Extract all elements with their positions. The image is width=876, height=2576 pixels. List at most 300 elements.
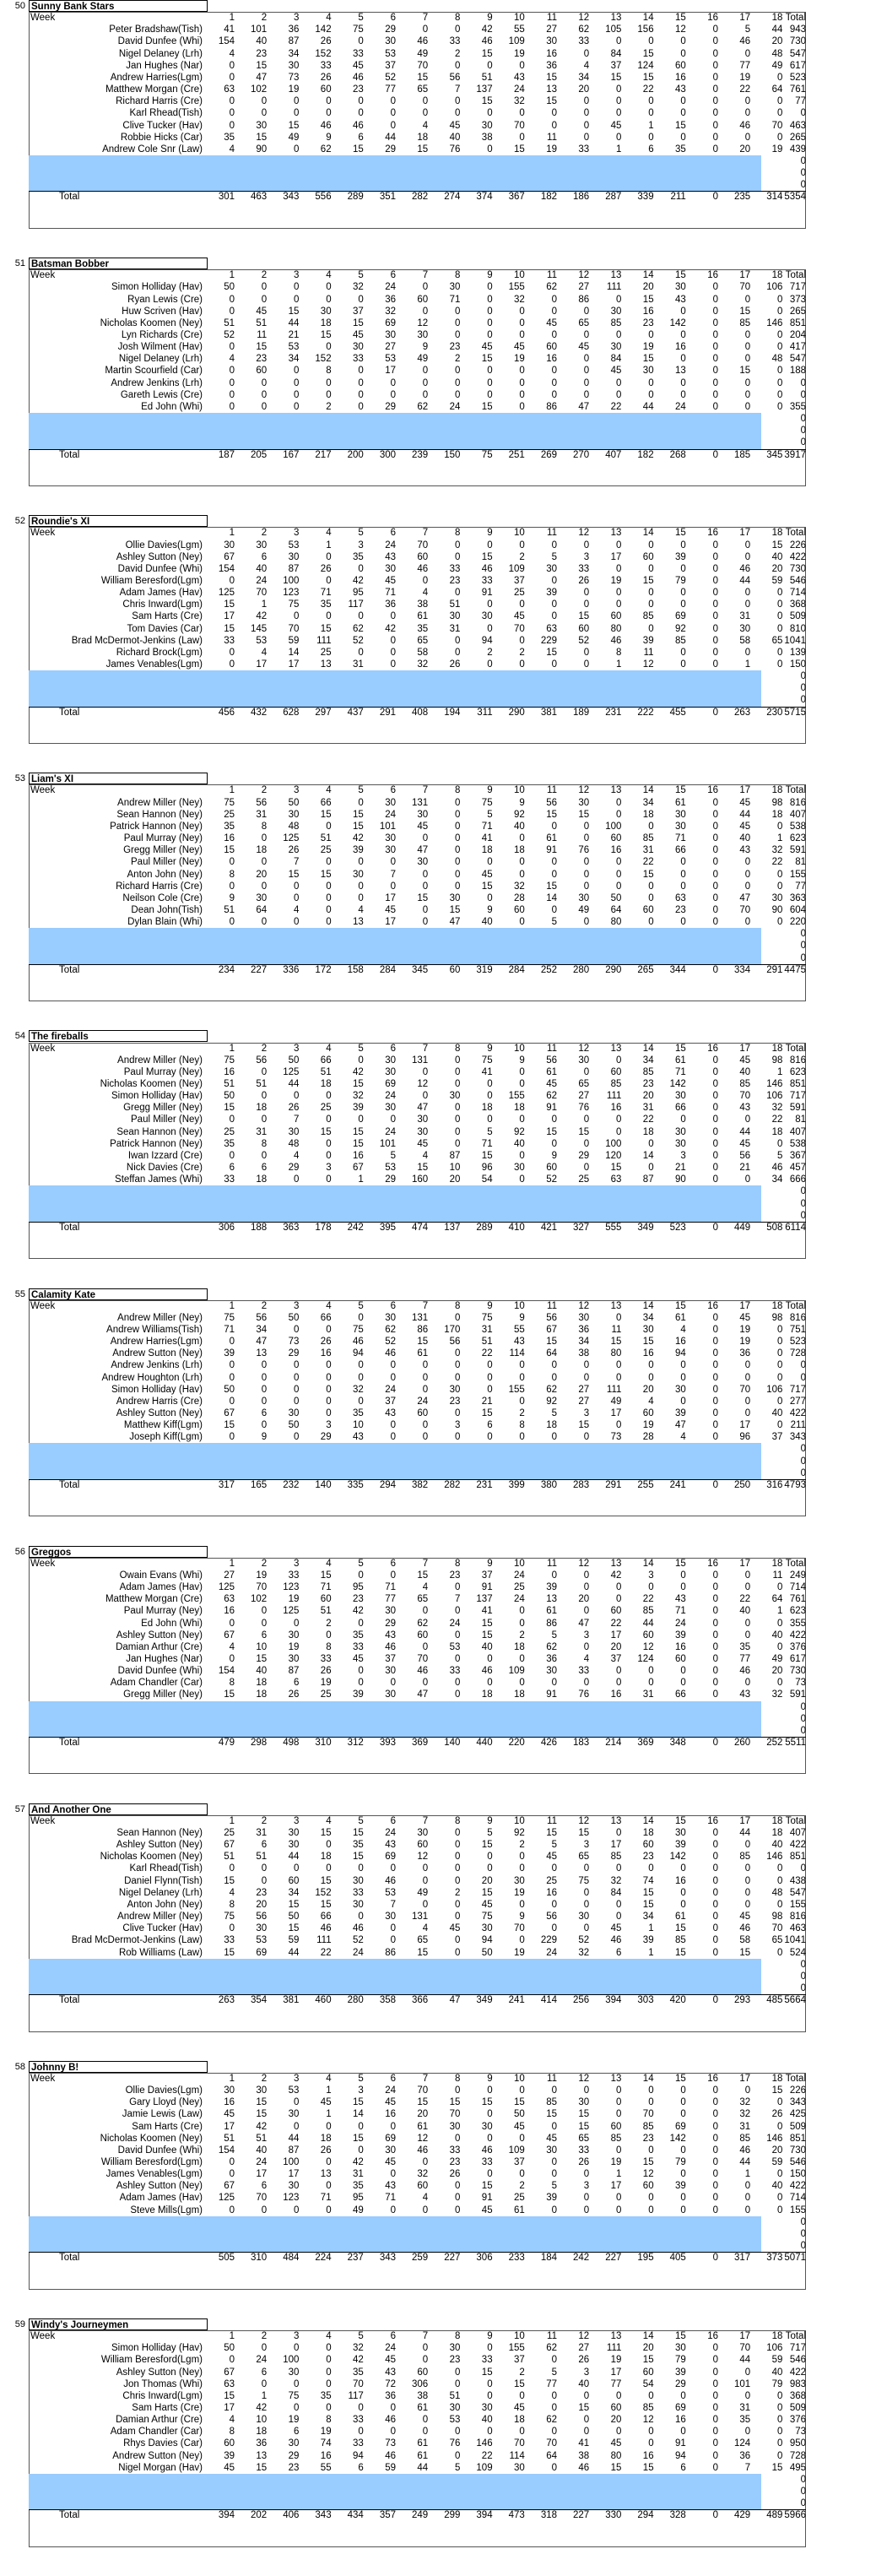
score-cell: 87 (449, 1150, 461, 1161)
score-cell: 0 (712, 2205, 718, 2215)
score-cell: 30 (610, 306, 622, 317)
score-cell: 0 (454, 1103, 461, 1114)
player-total: 816 (789, 797, 806, 808)
score-cell: 0 (229, 1432, 235, 1443)
score-cell: 0 (229, 1653, 235, 1664)
score-cell: 1 (261, 599, 268, 610)
score-cell: 146 (476, 2438, 493, 2449)
score-cell: 52 (353, 1935, 364, 1946)
score-cell: 0 (712, 48, 718, 59)
score-cell: 67 (224, 1840, 235, 1851)
score-cell: 0 (487, 1432, 493, 1443)
score-cell: 15 (546, 1126, 557, 1137)
score-cell: 0 (712, 2415, 718, 2426)
blank-row-total: 0 (800, 941, 806, 952)
score-cell: 22 (481, 1348, 493, 1359)
week-header: 14 (642, 2073, 654, 2084)
week-header: 9 (487, 2073, 493, 2084)
score-cell: 19 (514, 1947, 525, 1958)
score-cell: 0 (615, 2097, 622, 2108)
week-total: 348 (669, 1738, 686, 1748)
score-cell: 5 (390, 1150, 396, 1161)
week-header: 7 (422, 13, 429, 24)
score-cell: 20 (642, 1091, 654, 1102)
score-cell: 42 (353, 2355, 364, 2366)
player-name: Damian Arthur (Cre) (116, 1641, 203, 1652)
week-total: 158 (347, 964, 364, 975)
score-cell: 85 (642, 833, 654, 844)
score-cell: 0 (358, 1312, 364, 1323)
score-cell: 31 (739, 2121, 751, 2132)
blank-rows-highlight (29, 928, 761, 964)
score-cell: 43 (675, 294, 686, 305)
player-total: 547 (789, 48, 806, 59)
score-cell: 0 (326, 282, 332, 293)
score-cell: 45 (385, 575, 396, 586)
score-cell: 0 (519, 2085, 525, 2096)
score-cell: 0 (648, 2427, 654, 2438)
score-cell: 15 (675, 1947, 686, 1958)
score-cell: 52 (546, 1174, 557, 1185)
score-cell: 70 (417, 60, 429, 71)
score-cell: 66 (320, 1312, 332, 1323)
week-header: 10 (514, 785, 525, 796)
week-header: 12 (578, 2073, 590, 2084)
score-cell: 0 (776, 1360, 783, 1371)
score-cell: 0 (229, 2157, 235, 2167)
score-cell: 33 (578, 1666, 590, 1677)
score-cell: 30 (385, 330, 396, 340)
score-cell: 31 (739, 611, 751, 622)
score-cell: 15 (481, 1630, 493, 1641)
score-cell: 0 (776, 132, 783, 143)
score-cell: 0 (680, 659, 686, 670)
week-header: 3 (293, 13, 300, 24)
score-cell: 0 (776, 377, 783, 388)
score-cell: 15 (546, 881, 557, 892)
score-cell: 0 (293, 2402, 300, 2413)
score-cell: 0 (583, 1678, 590, 1689)
week-header: 17 (739, 13, 751, 24)
score-cell: 106 (766, 1091, 783, 1102)
score-cell: 43 (739, 1689, 751, 1700)
score-cell: 15 (546, 647, 557, 658)
score-cell: 20 (642, 1384, 654, 1395)
week-header: 15 (675, 528, 686, 539)
week-header: 15 (675, 2073, 686, 2084)
score-cell: 5 (487, 1828, 493, 1838)
score-cell: 0 (680, 1114, 686, 1125)
score-cell: 0 (229, 2205, 235, 2215)
score-cell: 0 (422, 881, 429, 892)
score-cell: 40 (481, 917, 493, 928)
player-total: 355 (789, 1618, 806, 1629)
score-cell: 49 (771, 1653, 783, 1664)
player-total: 717 (789, 282, 806, 293)
score-cell: 0 (551, 2402, 557, 2413)
score-cell: 111 (316, 635, 332, 646)
week-label: Week (30, 2331, 56, 2342)
score-cell: 71 (449, 294, 461, 305)
score-cell: 22 (739, 1594, 751, 1605)
score-cell: 35 (320, 599, 332, 610)
score-cell: 15 (771, 540, 783, 550)
total-header: Total (785, 1043, 806, 1054)
score-cell: 0 (261, 1606, 268, 1617)
score-cell: 25 (514, 1582, 525, 1593)
score-cell: 8 (229, 869, 235, 880)
score-cell: 0 (744, 330, 751, 340)
score-cell: 152 (315, 48, 332, 59)
week-header: 2 (261, 528, 268, 539)
score-cell: 8 (261, 821, 268, 832)
player-total: 249 (789, 1570, 806, 1581)
score-cell: 18 (771, 1126, 783, 1137)
score-cell: 44 (385, 132, 396, 143)
score-cell: 30 (675, 1828, 686, 1838)
score-cell: 146 (766, 1852, 783, 1863)
score-cell: 37 (481, 1570, 493, 1581)
score-cell: 62 (546, 1091, 557, 1102)
score-cell: 4 (422, 1150, 429, 1161)
score-cell: 0 (422, 306, 429, 317)
week-total: 437 (347, 707, 364, 718)
score-cell: 0 (776, 330, 783, 340)
score-cell: 5 (551, 917, 557, 928)
score-cell: 15 (320, 1126, 332, 1137)
score-cell: 109 (508, 1666, 525, 1677)
score-cell: 24 (385, 2343, 396, 2354)
score-cell: 0 (583, 2085, 590, 2096)
score-cell: 0 (326, 2367, 332, 2378)
score-cell: 44 (288, 1852, 300, 1863)
week-total: 394 (605, 1995, 622, 2006)
player-name: Nicholas Koomen (Ney) (100, 1079, 203, 1089)
score-cell: 6 (293, 1678, 300, 1689)
score-cell: 0 (615, 2390, 622, 2401)
score-cell: 0 (615, 108, 622, 119)
player-name: Ed John (Whi) (141, 401, 203, 412)
score-cell: 0 (776, 599, 783, 610)
score-cell: 0 (648, 917, 654, 928)
week-total: 194 (444, 707, 461, 718)
score-cell: 0 (615, 1312, 622, 1323)
score-cell: 0 (680, 1678, 686, 1689)
score-cell: 30 (224, 540, 235, 550)
score-cell: 18 (256, 1678, 268, 1689)
score-cell: 20 (417, 2109, 429, 2120)
score-cell: 15 (481, 96, 493, 107)
player-name: Andrew Harries(Lgm) (110, 72, 203, 83)
score-cell: 0 (615, 1828, 622, 1838)
score-cell: 1 (261, 2390, 268, 2401)
score-cell: 9 (422, 342, 429, 353)
score-cell: 0 (454, 2367, 461, 2378)
score-cell: 0 (519, 1935, 525, 1946)
score-cell: 30 (417, 857, 429, 868)
score-cell: 0 (615, 2205, 622, 2215)
score-cell: 23 (449, 1570, 461, 1581)
score-cell: 0 (615, 2085, 622, 2096)
player-total: 422 (789, 2181, 806, 2192)
score-cell: 0 (583, 1899, 590, 1910)
score-cell: 33 (481, 2157, 493, 2167)
player-total: 81 (795, 1114, 806, 1125)
score-cell: 41 (481, 1066, 493, 1077)
score-cell: 75 (224, 797, 235, 808)
score-cell: 0 (487, 1852, 493, 1863)
score-cell: 23 (256, 354, 268, 365)
score-cell: 15 (481, 551, 493, 562)
score-cell: 0 (615, 1372, 622, 1383)
score-cell: 2 (454, 1887, 461, 1898)
score-cell: 70 (353, 2378, 364, 2389)
score-cell: 6 (487, 1420, 493, 1431)
score-cell: 0 (712, 84, 718, 95)
week-header: 13 (610, 13, 622, 24)
score-cell: 0 (454, 1360, 461, 1371)
score-cell: 0 (680, 354, 686, 365)
score-cell: 16 (675, 1641, 686, 1652)
score-cell: 60 (610, 2402, 622, 2413)
score-cell: 6 (261, 2181, 268, 2192)
player-total: 155 (789, 1899, 806, 1910)
score-cell: 0 (551, 1432, 557, 1443)
score-cell: 26 (449, 659, 461, 670)
score-cell: 59 (771, 2157, 783, 2167)
score-cell: 51 (256, 1079, 268, 1089)
player-total: 717 (789, 2343, 806, 2354)
week-header: 11 (547, 1815, 557, 1826)
score-cell: 17 (385, 366, 396, 377)
score-cell: 0 (519, 389, 525, 400)
week-total: 299 (444, 2510, 461, 2521)
score-cell: 0 (390, 96, 396, 107)
week-header: 16 (707, 13, 718, 24)
score-cell: 0 (422, 366, 429, 377)
score-cell: 94 (481, 635, 493, 646)
week-header: 6 (390, 1558, 396, 1569)
score-cell: 0 (358, 108, 364, 119)
week-total: 335 (347, 1479, 364, 1490)
score-cell: 61 (675, 797, 686, 808)
score-cell: 10 (256, 1641, 268, 1652)
score-cell: 40 (256, 563, 268, 574)
score-cell: 30 (449, 892, 461, 903)
score-cell: 39 (642, 635, 654, 646)
player-total: 730 (789, 1666, 806, 1677)
score-cell: 0 (422, 1875, 429, 1886)
score-cell: 22 (739, 84, 751, 95)
score-cell: 30 (578, 1912, 590, 1923)
score-cell: 45 (481, 1899, 493, 1910)
score-cell: 109 (508, 36, 525, 47)
score-cell: 102 (251, 1594, 268, 1605)
score-cell: 0 (326, 892, 332, 903)
week-total: 455 (669, 707, 686, 718)
score-cell: 20 (256, 1899, 268, 1910)
score-cell: 85 (610, 317, 622, 328)
score-cell: 0 (519, 1150, 525, 1161)
score-cell: 0 (712, 857, 718, 868)
score-cell: 0 (712, 72, 718, 83)
score-cell: 0 (776, 2193, 783, 2204)
score-cell: 0 (261, 108, 268, 119)
score-cell: 60 (610, 1606, 622, 1617)
score-cell: 76 (578, 845, 590, 856)
week-total: 330 (605, 2510, 622, 2521)
score-cell: 0 (615, 857, 622, 868)
total-label: Total (59, 192, 80, 203)
score-cell: 32 (514, 294, 525, 305)
player-total: 407 (789, 1126, 806, 1137)
score-cell: 0 (712, 1420, 718, 1431)
score-cell: 37 (771, 1432, 783, 1443)
score-cell: 0 (776, 2415, 783, 2426)
score-cell: 16 (610, 845, 622, 856)
score-cell: 0 (680, 2390, 686, 2401)
player-name: Andrew Miller (Ney) (117, 797, 203, 808)
score-cell: 19 (610, 575, 622, 586)
score-cell: 24 (385, 540, 396, 550)
score-cell: 0 (712, 611, 718, 622)
player-name: Nigel Delaney (Lrh) (118, 354, 203, 365)
score-cell: 46 (385, 1641, 396, 1652)
week-header: 1 (229, 528, 235, 539)
score-cell: 50 (224, 1091, 235, 1102)
score-cell: 96 (739, 1432, 751, 1443)
score-cell: 17 (739, 1420, 751, 1431)
score-cell: 34 (642, 797, 654, 808)
week-total: 291 (605, 1479, 622, 1490)
team-name: Liam's XI (29, 773, 208, 784)
score-cell: 29 (288, 2450, 300, 2461)
score-cell: 60 (288, 1875, 300, 1886)
week-header: 10 (514, 13, 525, 24)
week-header: 4 (326, 2073, 332, 2084)
score-cell: 19 (514, 1887, 525, 1898)
score-cell: 33 (320, 60, 332, 71)
score-cell: 0 (390, 881, 396, 892)
player-total: 0 (800, 1372, 806, 1383)
score-cell: 19 (514, 48, 525, 59)
score-cell: 0 (648, 1863, 654, 1874)
score-cell: 0 (326, 1091, 332, 1102)
score-cell: 0 (390, 1935, 396, 1946)
blank-row-total: 0 (800, 2216, 806, 2227)
week-header: 12 (578, 2331, 590, 2342)
score-cell: 0 (293, 1432, 300, 1443)
score-cell: 0 (358, 389, 364, 400)
score-cell: 60 (546, 1163, 557, 1174)
score-cell: 0 (261, 2205, 268, 2215)
player-total: 77 (795, 881, 806, 892)
score-cell: 70 (739, 904, 751, 915)
score-cell: 2 (454, 354, 461, 365)
score-cell: 15 (224, 1420, 235, 1431)
score-cell: 15 (578, 2402, 590, 2413)
player-name: David Dunfee (Whi) (117, 36, 203, 47)
score-cell: 0 (712, 1138, 718, 1149)
score-cell: 15 (481, 48, 493, 59)
score-cell: 33 (353, 2415, 364, 2426)
score-cell: 30 (578, 2097, 590, 2108)
player-total: 546 (789, 2355, 806, 2366)
week-header: 16 (707, 785, 718, 796)
score-cell: 40 (771, 2181, 783, 2192)
score-cell: 30 (578, 797, 590, 808)
score-cell: 0 (390, 2169, 396, 2180)
score-cell: 33 (224, 1174, 235, 1185)
score-cell: 0 (519, 1174, 525, 1185)
player-total: 547 (789, 354, 806, 365)
score-cell: 61 (417, 2450, 429, 2461)
total-label: Total (59, 2253, 80, 2264)
score-cell: 106 (766, 2343, 783, 2354)
score-cell: 0 (229, 1337, 235, 1348)
score-cell: 30 (449, 282, 461, 293)
score-cell: 0 (229, 1863, 235, 1874)
week-header: 11 (547, 1558, 557, 1569)
score-cell: 0 (519, 401, 525, 412)
score-cell: 3 (583, 2181, 590, 2192)
score-cell: 0 (776, 108, 783, 119)
score-cell: 30 (288, 1630, 300, 1641)
score-cell: 39 (675, 551, 686, 562)
week-total: 303 (637, 1995, 654, 2006)
player-name: Ashley Sutton (Ney) (116, 1408, 203, 1418)
score-cell: 0 (744, 1678, 751, 1689)
player-name: Adam Chandler (Car) (110, 2427, 203, 2438)
score-cell: 0 (583, 1372, 590, 1383)
score-cell: 39 (546, 588, 557, 599)
score-cell: 41 (224, 24, 235, 35)
score-cell: 40 (739, 833, 751, 844)
week-header: 18 (771, 1558, 783, 1569)
player-total: 77 (795, 96, 806, 107)
score-cell: 17 (610, 1408, 622, 1418)
score-cell: 60 (514, 904, 525, 915)
week-total: 426 (540, 1738, 557, 1748)
score-cell: 0 (712, 1641, 718, 1652)
score-cell: 0 (454, 377, 461, 388)
score-cell: 40 (449, 132, 461, 143)
score-cell: 84 (610, 354, 622, 365)
score-cell: 0 (229, 72, 235, 83)
score-cell: 15 (417, 144, 429, 155)
score-cell: 30 (385, 833, 396, 844)
score-cell: 0 (680, 1360, 686, 1371)
score-cell: 0 (712, 1653, 718, 1664)
score-cell: 48 (771, 1887, 783, 1898)
player-name: Patrick Hannon (Ney) (110, 821, 203, 832)
score-cell: 0 (519, 540, 525, 550)
score-cell: 45 (353, 60, 364, 71)
player-total: 1041 (784, 1935, 806, 1946)
player-name: Ashley Sutton (Ney) (116, 2367, 203, 2378)
player-name: Chris Inward(Lgm) (122, 2390, 203, 2401)
score-cell: 0 (261, 1150, 268, 1161)
score-cell: 0 (519, 2133, 525, 2144)
score-cell: 16 (224, 1606, 235, 1617)
week-header: 1 (229, 785, 235, 796)
score-cell: 0 (744, 857, 751, 868)
score-cell: 30 (449, 1384, 461, 1395)
score-cell: 30 (546, 563, 557, 574)
score-cell: 0 (648, 821, 654, 832)
score-cell: 0 (454, 1582, 461, 1593)
score-cell: 0 (712, 833, 718, 844)
